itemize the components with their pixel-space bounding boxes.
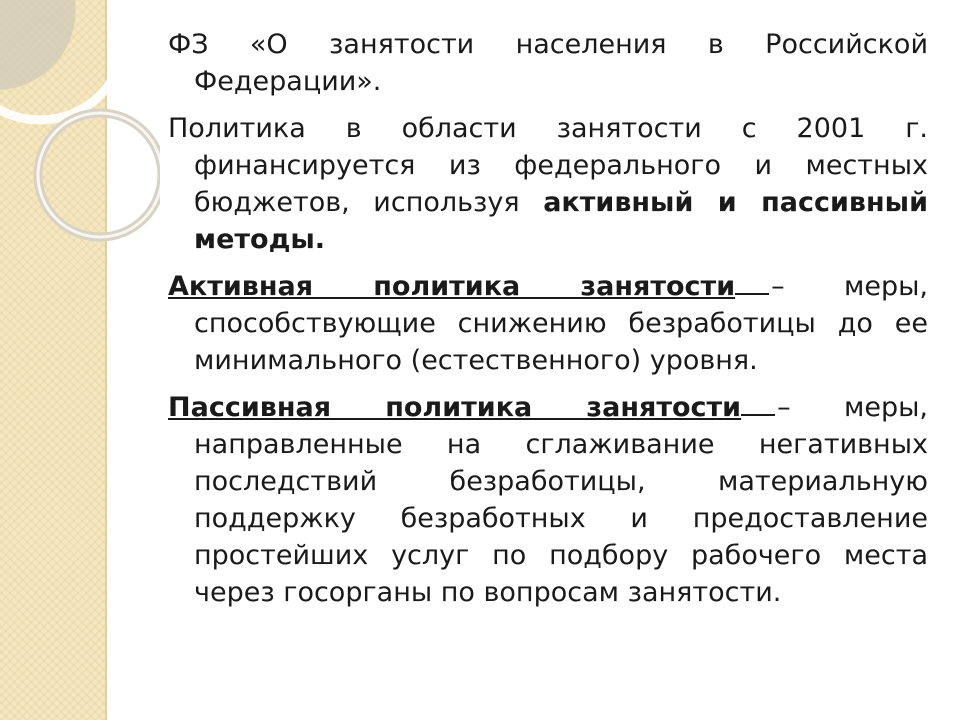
passive-policy-definition: – меры, направленные на сглаживание негативных последствий безработицы, материальную поддержку безработных и предоставление простейших услуг по подбору рабочего места через госорганы по вопросам занятости. (194, 392, 928, 608)
active-policy-definition: – меры, способствующие снижению безработицы до ее минимального (естественного) уровня. (194, 271, 928, 376)
slide-content (168, 26, 928, 621)
ring-large-fill (0, 0, 76, 90)
decorative-rings (0, 0, 160, 300)
policy-text: Политика в области занятости с 2001 г. финансируется из федерального и местных бюджетов, используя (168, 113, 928, 218)
paragraph-active-policy (168, 268, 928, 379)
passive-policy-term: Пассивная политика занятости (168, 392, 742, 423)
active-policy-term: Активная политика занятости (168, 271, 736, 302)
paragraph-law (168, 26, 928, 100)
policy-methods-bold: активный и пассивный методы. (194, 187, 928, 255)
underline-gap (741, 413, 775, 416)
law-title: ФЗ «О занятости населения в Российской Федерации». (168, 29, 928, 97)
underline-gap (735, 292, 769, 295)
paragraph-passive-policy (168, 389, 928, 611)
paragraph-policy (168, 110, 928, 258)
